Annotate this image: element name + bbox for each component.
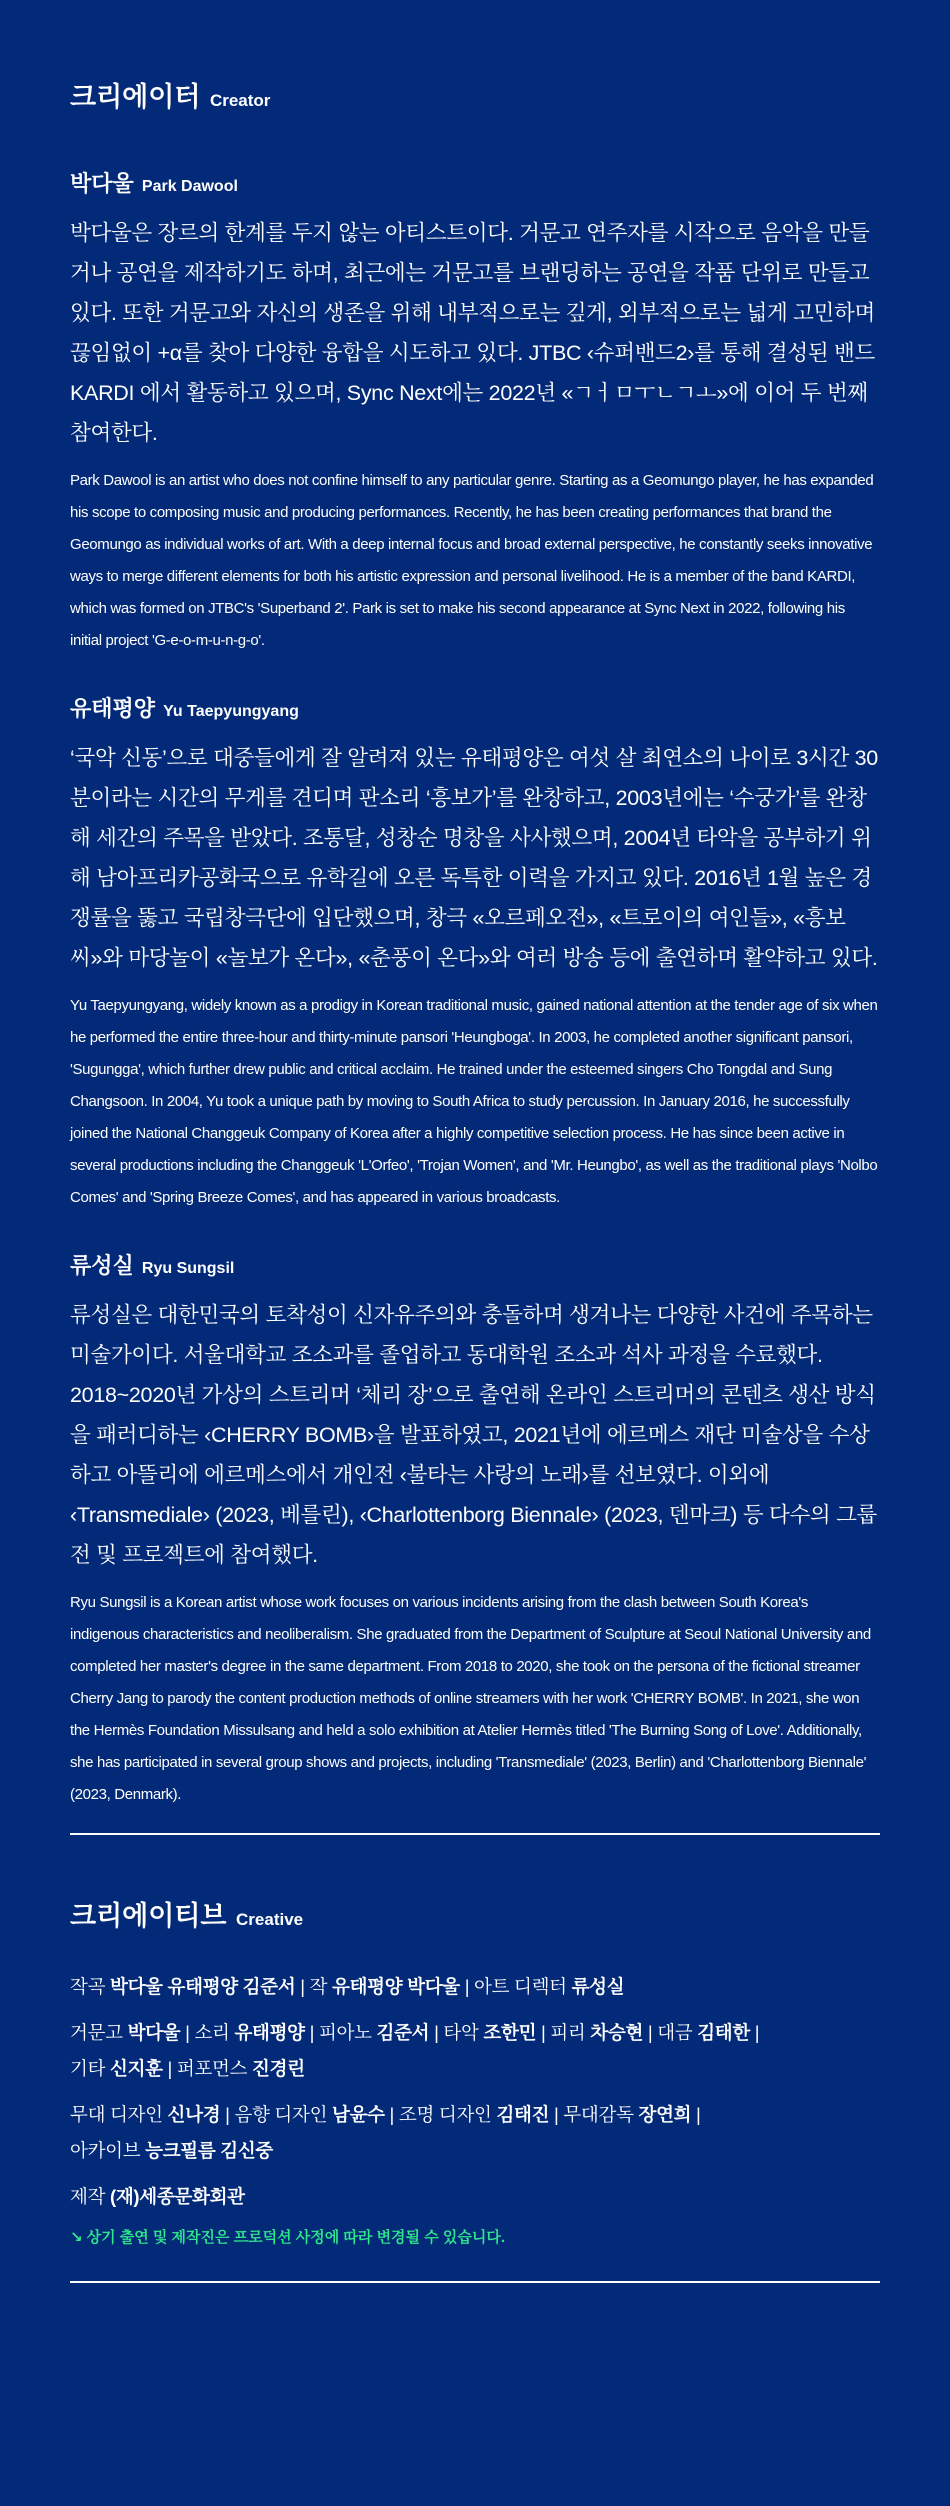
credit-label: 제작 — [70, 2186, 106, 2207]
credit-label: 퍼포먼스 — [176, 2058, 248, 2079]
credit-label: 작곡 — [70, 1976, 106, 1997]
credits-production-team: 무대 디자인 신나경 | 음향 디자인 남윤수 | 조명 디자인 김태진 | 무대감독 장연희 | 아카이브 능크필름 김신중 — [70, 2104, 701, 2161]
credit-name: 김태진 — [496, 2104, 550, 2125]
bottom-divider — [70, 2281, 880, 2283]
creator-profile — [70, 693, 880, 1214]
credit-name: 류성실 — [571, 1976, 625, 1997]
credit-label: 소리 — [194, 2022, 230, 2043]
credit-name: 남윤수 — [332, 2104, 385, 2125]
credit-label: 음향 디자인 — [234, 2104, 328, 2125]
credit-label: 기타 — [70, 2058, 106, 2079]
credit-name: 장연희 — [638, 2104, 692, 2125]
credit-name: 신나경 — [167, 2104, 221, 2125]
credit-label: 피리 — [550, 2022, 586, 2043]
creators-title-en: Creator — [209, 91, 271, 110]
credit-name: 진경린 — [252, 2058, 305, 2079]
credits-performers: 거문고 박다울 | 소리 유태평양 | 피아노 김준서 | 타악 조한민 | 피리 차승현 | 대금 김태한 | 기타 신지훈 | 퍼포먼스 진경린 — [70, 2022, 760, 2079]
creative-title-en: Creative — [236, 1910, 304, 1929]
creator-name-en: Yu Taepyungyang — [163, 703, 299, 720]
creative-section-title — [70, 1897, 880, 1939]
notice-text: 상기 출연 및 제작진은 프로덕션 사정에 따라 변경될 수 있습니다. — [86, 2229, 505, 2246]
arrow-down-right-icon: ↘ — [70, 2229, 83, 2246]
change-notice — [70, 2225, 880, 2251]
section-divider — [70, 1833, 880, 1835]
credit-name: 김준서 — [376, 2022, 430, 2043]
creator-bio-ko: 류성실은 대한민국의 토착성이 신자유주의와 충돌하며 생겨나는 다양한 사건에 주목하는 미술가이다. 서울대학교 조소과를 졸업하고 동대학원 조소과 석사 과정을 수료했다. 2018~2020년 가상의 스트리머 ‘체리 장’으로 출연해 온라인 스트리머의 콘텐츠 생산 방식을 패러디하는 ‹CHERRY BOMB›을 발표하였고, 2021년에 에르메스 재단 미술상을 수상하고 아뜰리에 에르메스에서 개인전 ‹불타는 사랑의 노래›를 선보였다. 이외에 ‹Transmediale› (2023, 베를린), ‹Charlottenborg Biennale› (2023, 덴마크) 등 다수의 그룹전 및 프로젝트에 참여했다. — [70, 1303, 878, 1567]
credit-name: 박다울 유태평양 김준서 — [110, 1976, 296, 1997]
creator-bio-ko: ‘국악 신동’으로 대중들에게 잘 알려져 있는 유태평양은 여섯 살 최연소의 나이로 3시간 30분이라는 시간의 무게를 견디며 판소리 ‘흥보가’를 완창하고, 2003년에는 ‘수궁가’를 완창해 세간의 주목을 받았다. 조통달, 성창순 명창을 사사했으며, 2004년 타악을 공부하기 위해 남아프리카공화국으로 유학길에 오른 독특한 이력을 가지고 있다. 2016년 1월 높은 경쟁률을 뚫고 국립창극단에 입단했으며, 창극 «오르페오전», «트로이의 여인들», «흥보씨»와 마당놀이 «놀보가 온다», «춘풍이 온다»와 여러 방송 등에 출연하며 활약하고 있다. — [70, 746, 878, 970]
credit-label: 조명 디자인 — [398, 2104, 492, 2125]
credit-name: 유태평양 박다울 — [332, 1976, 460, 1997]
creator-name-en: Park Dawool — [141, 178, 238, 195]
credit-label: 타악 — [443, 2022, 479, 2043]
creative-title-ko: 크리에이티브 — [70, 1901, 227, 1931]
creator-name — [70, 693, 880, 728]
credit-label: 작 — [309, 1976, 328, 1997]
credit-label: 피아노 — [318, 2022, 372, 2043]
credit-name: 김태한 — [697, 2022, 750, 2043]
credit-label: 무대 디자인 — [70, 2104, 163, 2125]
credit-name: (재)세종문화회관 — [110, 2186, 245, 2207]
credits-production — [70, 2179, 880, 2215]
credit-name: 조한민 — [483, 2022, 537, 2043]
creator-name — [70, 1250, 880, 1285]
credit-label: 무대감독 — [563, 2104, 634, 2125]
credit-name: 유태평양 — [234, 2022, 305, 2043]
credit-label: 대금 — [657, 2022, 693, 2043]
credit-label: 거문고 — [70, 2022, 123, 2043]
creator-name-en: Ryu Sungsil — [141, 1260, 235, 1277]
credit-label: 아카이브 — [70, 2140, 141, 2161]
credit-name: 능크필름 김신중 — [145, 2140, 273, 2161]
credit-name: 박다울 — [127, 2022, 181, 2043]
creator-bio-en: Park Dawool is an artist who does not confine himself to any particular genre. Starting as a Geomungo player, he has expanded his scope to composing music and producing performances. Recently, he has been creating performances that brand the Geomungo as individual works of art. With a deep internal focus and broad external perspective, he constantly seeks innovative ways to merge different elements for both his artistic expression and personal livelihood. He is a member of the band KARDI, which was formed on JTBC's 'Superband 2'. Park is set to make his second appearance at Sync Next in 2022, following his initial project 'G-e-o-m-u-n-g-o'. — [70, 472, 874, 649]
creator-name-ko: 유태평양 — [70, 696, 156, 721]
creator-profile — [70, 1250, 880, 1811]
creator-profile — [70, 168, 880, 657]
creator-name — [70, 168, 880, 203]
credit-label: 아트 디렉터 — [474, 1976, 567, 1997]
credits-music: 작곡 박다울 유태평양 김준서 | 작 유태평양 박다울 | 아트 디렉터 류성실 — [70, 1976, 625, 1997]
credit-name: 신지훈 — [110, 2058, 163, 2079]
creator-name-ko: 박다울 — [70, 171, 134, 196]
creator-bio-ko: 박다울은 장르의 한계를 두지 않는 아티스트이다. 거문고 연주자를 시작으로 음악을 만들거나 공연을 제작하기도 하며, 최근에는 거문고를 브랜딩하는 공연을 작품 단위로 만들고 있다. 또한 거문고와 자신의 생존을 위해 내부적으로는 깊게, 외부적으로는 넓게 고민하며 끊임없이 +α를 찾아 다양한 융합을 시도하고 있다. JTBC ‹슈퍼밴드2›를 통해 결성된 밴드 KARDI 에서 활동하고 있으며, Sync Next에는 2022년 «ㄱㅓㅁㅜㄴㄱㅗ»에 이어 두 번째 참여한다. — [70, 221, 875, 445]
creator-bio-en: Ryu Sungsil is a Korean artist whose work focuses on various incidents arising from the clash between South Korea's indigenous characteristics and neoliberalism. She graduated from the Department of Sculpture at Seoul National University and completed her master's degree in the same department. From 2018 to 2020, she took on the persona of the fictional streamer Cherry Jang to parody the content production methods of online streamers with her work 'CHERRY BOMB'. In 2021, she won the Hermès Foundation Missulsang and held a solo exhibition at Atelier Hermès titled 'The Burning Song of Love'. Additionally, she has participated in several group shows and projects, including 'Transmediale' (2023, Berlin) and 'Charlottenborg Biennale' (2023, Denmark). — [70, 1594, 871, 1803]
creators-section-title — [70, 78, 880, 120]
creators-title-ko: 크리에이터 — [70, 82, 201, 112]
creator-bio-en: Yu Taepyungyang, widely known as a prodigy in Korean traditional music, gained national attention at the tender age of six when he performed the entire three-hour and thirty-minute pansori 'Heungboga'. In 2003, he completed another significant pansori, 'Sugungga', which further drew public and critical acclaim. He trained under the esteemed singers Cho Tongdal and Sung Changsoon. In 2004, Yu took a unique path by moving to South Africa to study percussion. In January 2016, he successfully joined the National Changgeuk Company of Korea after a highly competitive selection process. He has since been active in several productions including the Changgeuk 'L'Orfeo', 'Trojan Women', and 'Mr. Heungbo', as well as the traditional plays 'Nolbo Comes' and 'Spring Breeze Comes', and has appeared in various broadcasts. — [70, 997, 878, 1206]
credit-name: 차승현 — [590, 2022, 644, 2043]
creator-name-ko: 류성실 — [70, 1253, 134, 1278]
